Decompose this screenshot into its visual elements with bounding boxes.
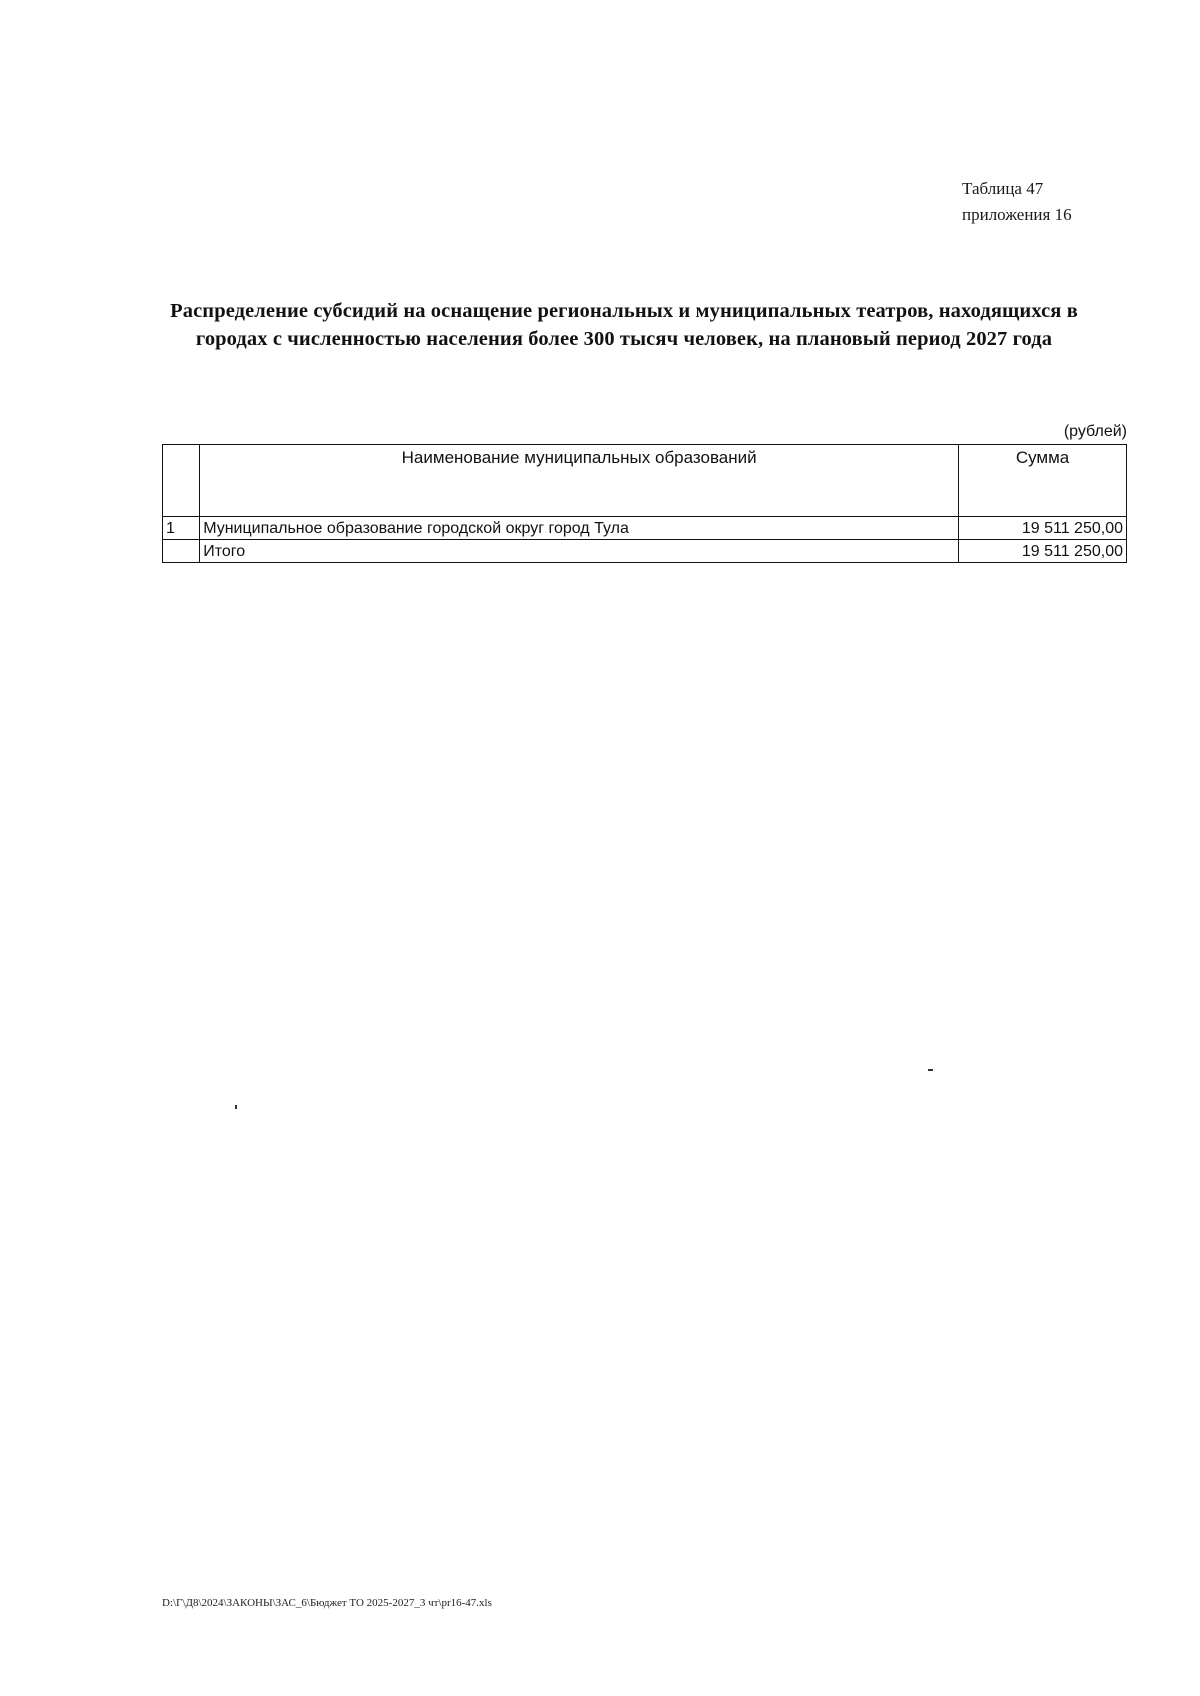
row-number: 1 [163, 517, 200, 540]
row-municipality-name: Муниципальное образование городской округ город Тула [200, 517, 959, 540]
title-line-1: Распределение субсидий на оснащение региональных и муниципальных театров, находящихся в [170, 300, 1078, 322]
table-reference [962, 176, 1072, 228]
units-label: (рублей) [1063, 423, 1127, 440]
scan-speck [235, 1105, 237, 1109]
total-label: Итого [200, 540, 959, 563]
table-number-label: Таблица 47 [962, 179, 1044, 198]
appendix-number-label: приложения 16 [962, 205, 1072, 224]
file-path-footer: D:\Г\Д8\2024\ЗАКОНЫ\ЗАС_6\Бюджет ТО 2025-2027_3 чт\pr16-47.xls [162, 1597, 492, 1609]
header-number [163, 445, 200, 517]
scan-speck [928, 1069, 933, 1071]
header-sum: Сумма [959, 445, 1127, 517]
row-sum: 19 511 250,00 [959, 517, 1127, 540]
title-line-2: городах с численностью населения более 300 тысяч человек, на плановый период 2027 года [195, 328, 1053, 350]
total-sum: 19 511 250,00 [959, 540, 1127, 563]
subsidy-distribution-table [162, 444, 1127, 563]
table-row [163, 517, 1127, 540]
total-row [163, 540, 1127, 563]
table-header-row [163, 445, 1127, 517]
header-municipality-name: Наименование муниципальных образований [200, 445, 959, 517]
document-title [150, 297, 1098, 353]
total-number [163, 540, 200, 563]
